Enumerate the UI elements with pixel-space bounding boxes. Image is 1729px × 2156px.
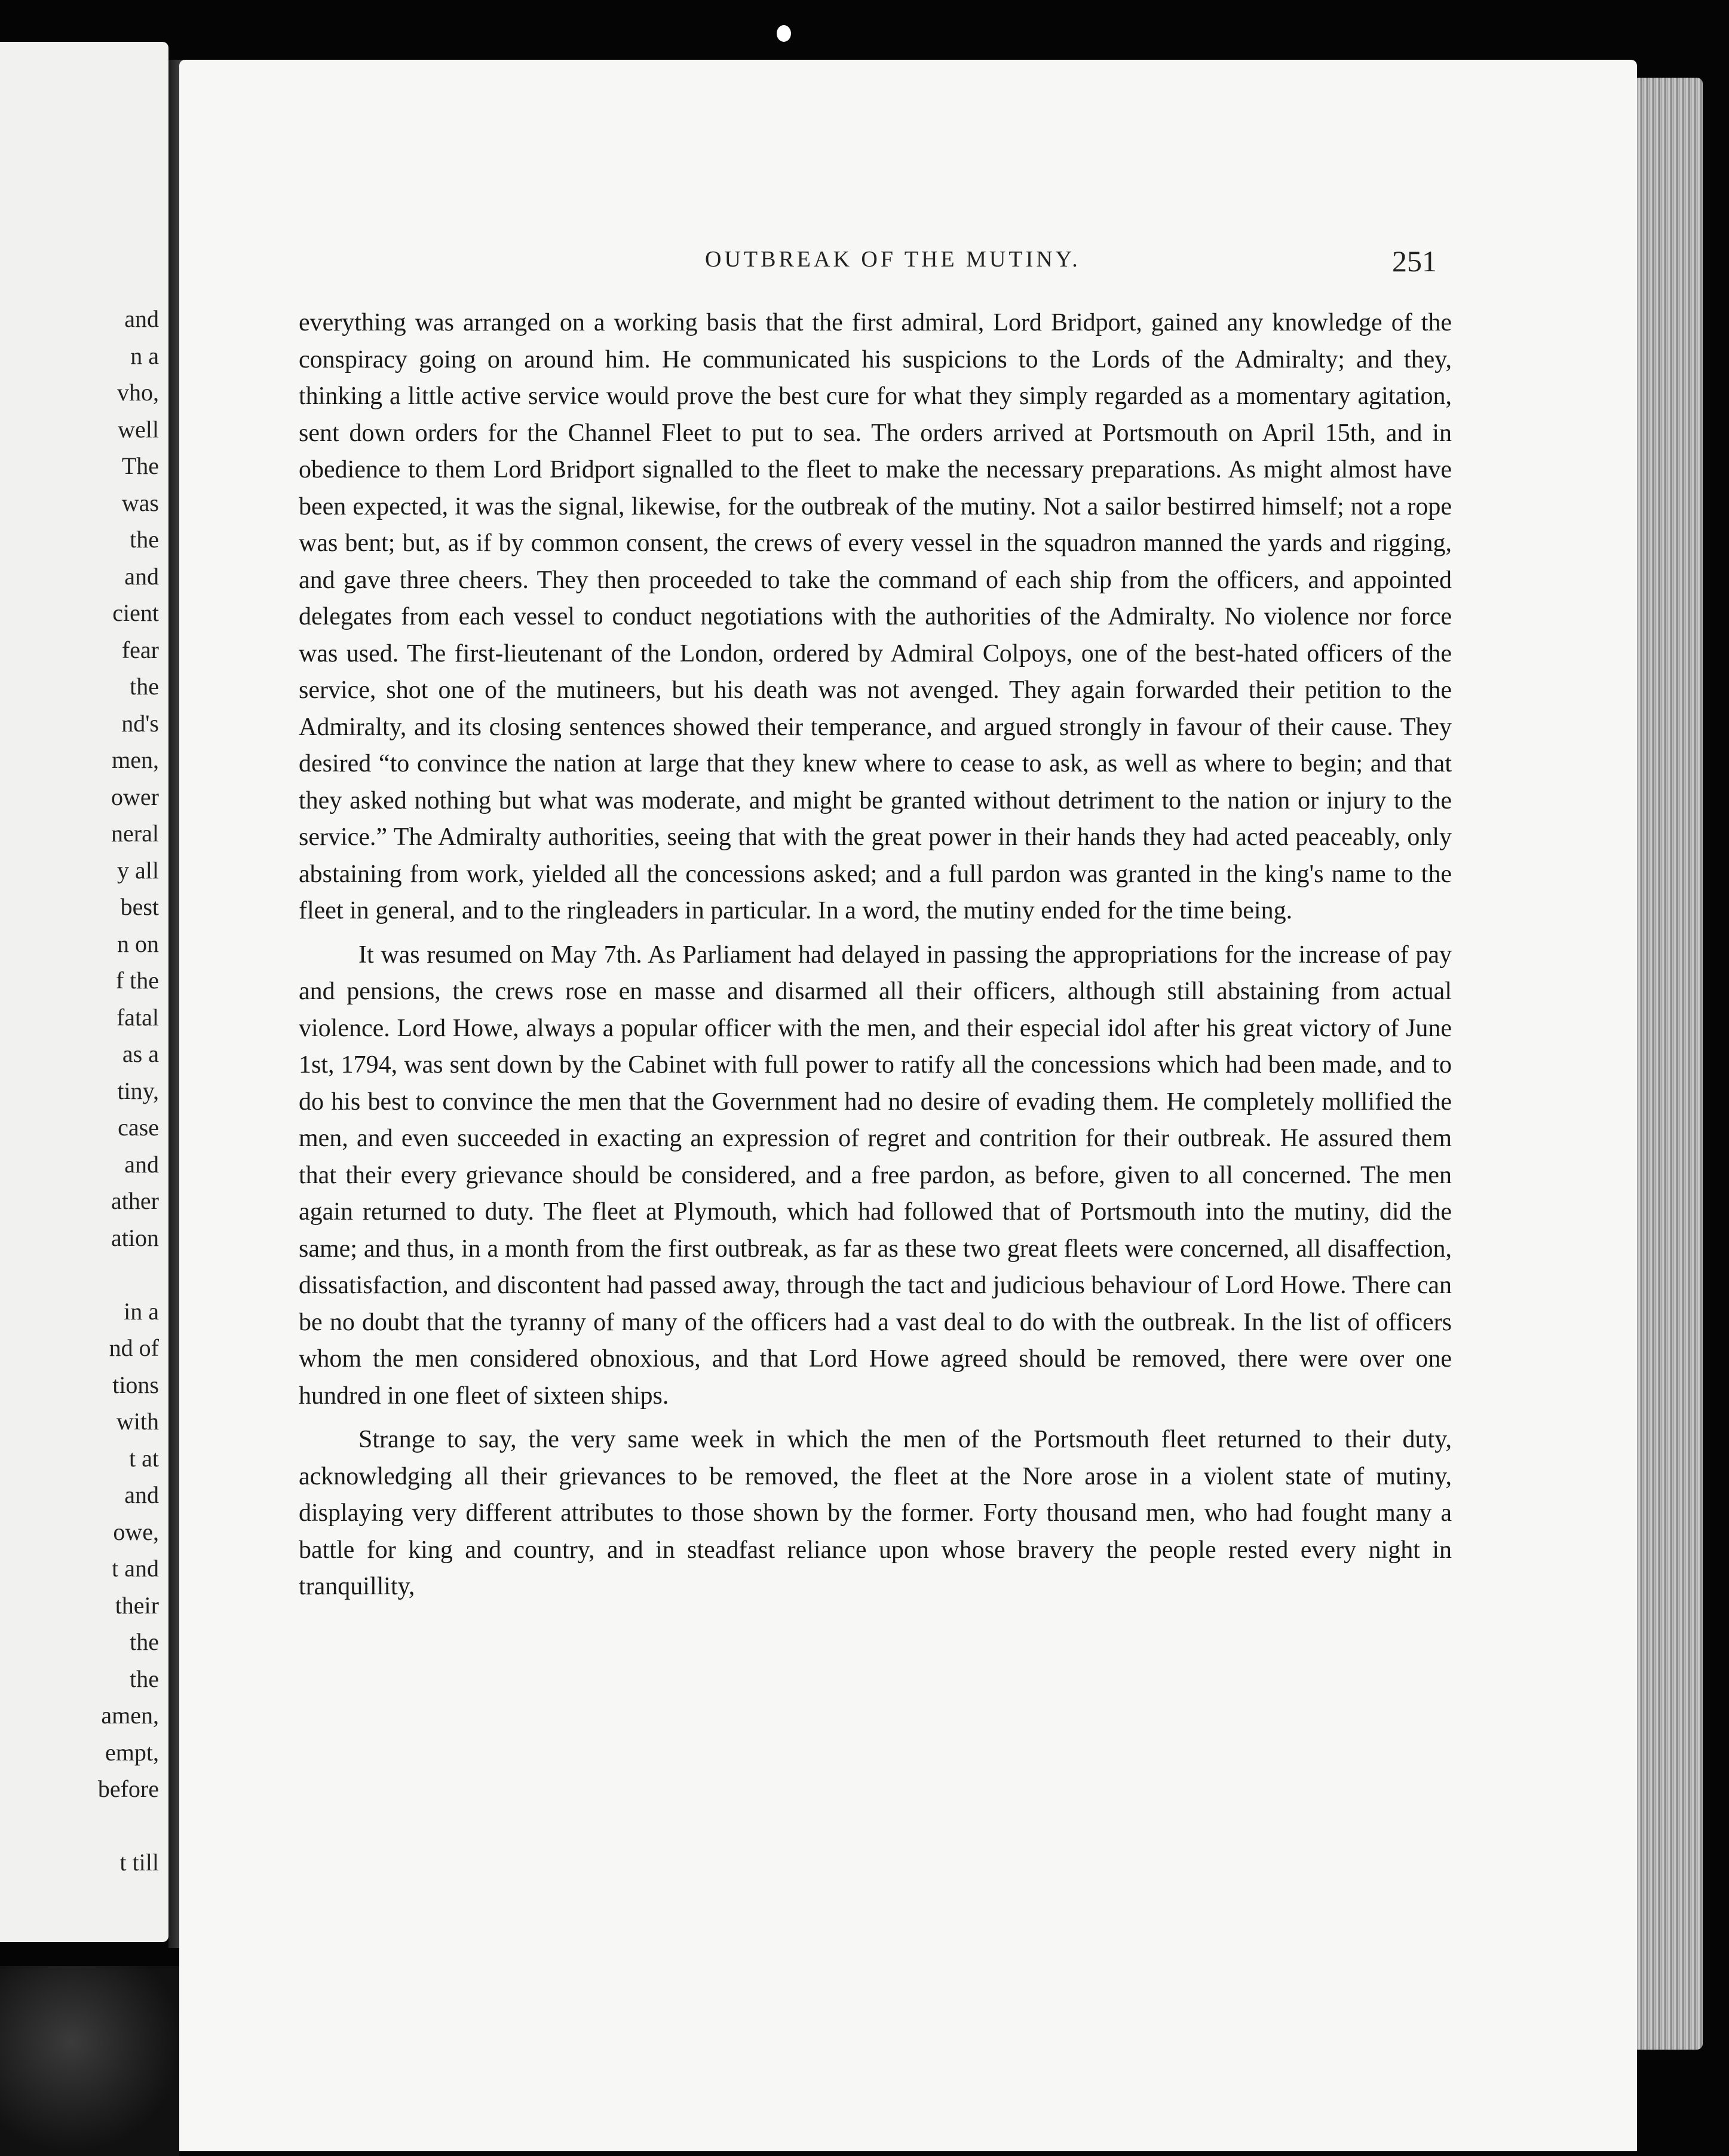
facing-page-line: men, bbox=[112, 746, 159, 773]
running-head: OUTBREAK OF THE MUTINY. bbox=[705, 247, 1081, 272]
facing-page-line: ation bbox=[111, 1224, 159, 1251]
facing-page-line: t at bbox=[129, 1444, 159, 1472]
facing-page-line: in a bbox=[124, 1297, 159, 1325]
facing-page-line: tions bbox=[112, 1371, 159, 1398]
facing-page-line: and bbox=[124, 1150, 159, 1178]
paragraph-2: It was resumed on May 7th. As Parliament had delayed in passing the appropriations for the increase of pay and pensions, the crews rose en masse and disarmed all their officers, although still abstaining from actual violence. Lord Howe, always a popular officer with the men, and their especial idol after his great victory of June 1st, 1794, was sent down by the Cabinet with full power to ratify all the concessions which had been made, and to do his best to convince the men that the Government had no desire of evading them. He completely mollified the men, and even succeeded in exacting an expression of regret and contrition for their outbreak. He assured them that their every grievance should be considered, and a free pardon, as before, given to all concerned. The men again returned to duty. The fleet at Plymouth, which had followed that of Portsmouth into the mutiny, did the same; and thus, in a month from the first outbreak, as far as these two great fleets were concerned, all disaffection, dissatisfaction, and discontent had passed away, through the tact and judicious behaviour of Lord Howe. There can be no doubt that the tyranny of many of the officers had a vast deal to do with the outbreak. In the list of officers whom the men considered obnoxious, and that Lord Howe agreed should be removed, there were over one hundred in one fleet of sixteen ships. bbox=[299, 941, 1452, 1410]
facing-page-line: nd of bbox=[109, 1334, 159, 1361]
facing-page-line: as a bbox=[122, 1040, 159, 1067]
facing-page-line: well bbox=[118, 415, 159, 443]
facing-page-line: the bbox=[130, 673, 159, 700]
facing-page-line: and bbox=[124, 1481, 159, 1508]
facing-page-line: n on bbox=[117, 930, 159, 957]
facing-page-line: amen, bbox=[101, 1702, 159, 1729]
facing-page-line: ather bbox=[111, 1187, 159, 1214]
facing-page-line: y all bbox=[117, 856, 159, 884]
facing-page-line: owe, bbox=[113, 1518, 159, 1545]
dust-speck bbox=[777, 25, 791, 42]
facing-page-line: their bbox=[115, 1591, 159, 1619]
facing-page-line: ower bbox=[111, 783, 159, 810]
facing-page-line: n a bbox=[130, 342, 159, 369]
facing-page-line: tiny, bbox=[117, 1077, 159, 1104]
facing-page-line: case bbox=[118, 1114, 159, 1141]
facing-page-line: and bbox=[124, 305, 159, 332]
facing-page-line: the bbox=[130, 1628, 159, 1655]
facing-page-line: before bbox=[97, 1775, 159, 1802]
facing-page-line: The bbox=[121, 452, 159, 479]
facing-page-line: with bbox=[116, 1408, 159, 1435]
body-text bbox=[299, 305, 1452, 1606]
facing-page-line: empt, bbox=[105, 1738, 159, 1766]
facing-page-line: and bbox=[124, 562, 159, 590]
facing-page-line: cient bbox=[112, 599, 159, 626]
facing-page-line: t till bbox=[119, 1849, 159, 1876]
facing-page bbox=[0, 42, 168, 1942]
facing-page-line: the bbox=[130, 526, 159, 553]
facing-page-line: best bbox=[120, 893, 159, 920]
facing-page-line: was bbox=[121, 489, 159, 516]
facing-page-line: f the bbox=[115, 967, 159, 994]
facing-page-line: fatal bbox=[116, 1003, 159, 1031]
facing-page-line: vho, bbox=[117, 379, 159, 406]
facing-page-line: the bbox=[130, 1665, 159, 1692]
facing-page-line: neral bbox=[111, 820, 159, 847]
paragraph-1: everything was arranged on a working basis that the first admiral, Lord Bridport, gained any knowledge of the conspiracy going on around him. He communicated his suspicions to the Lords of the Admiralty; and they, thinking a little active service would prove the best cure for what they simply regarded as a momentary agitation, sent down orders for the Channel Fleet to put to sea. The orders arrived at Portsmouth on April 15th, and in obedience to them Lord Bridport signalled to the fleet to make the necessary preparations. As might almost have been expected, it was the signal, likewise, for the outbreak of the mutiny. Not a sailor bestirred himself; not a rope was bent; but, as if by common consent, the crews of every vessel in the squadron manned the yards and rigging, and gave three cheers. They then proceeded to take the command of each ship from the officers, and appointed delegates from each vessel to conduct negotiations with the authorities of the Admiralty. No violence nor force was used. The first-lieutenant of the London, ordered by Admiral Colpoys, one of the best-hated officers of the service, shot one of the mutineers, but his death was not avenged. They again forwarded their petition to the Admiralty, and its closing sentences showed their temperance, and argued strongly in favour of their cause. They desired “to convince the nation at large that they knew where to cease to ask, as well as where to begin; and that they asked nothing but what was moderate, and might be granted without detriment to the nation or injury to the service.” The Admiralty authorities, seeing that with the great power in their hands they had acted peaceably, only abstaining from work, yielded all the concessions asked; and a full pardon was granted in the king's name to the fleet in general, and to the ringleaders in particular. In a word, the mutiny ended for the time being. bbox=[299, 309, 1452, 924]
facing-page-line: fear bbox=[121, 636, 159, 663]
facing-page-line: t and bbox=[112, 1555, 159, 1582]
paragraph-3: Strange to say, the very same week in which the men of the Portsmouth fleet returned to their duty, acknowledging all their grievances to be removed, the fleet at the Nore arose in a violent state of mutiny, displaying very different attributes to those shown by the former. Forty thousand men, who had fought many a battle for king and country, and in steadfast reliance upon whose bravery the people rested every night in tranquillity, bbox=[299, 1426, 1452, 1600]
background-surface bbox=[0, 1966, 179, 2156]
page-number: 251 bbox=[1392, 244, 1437, 278]
facing-page-line: nd's bbox=[121, 709, 159, 737]
